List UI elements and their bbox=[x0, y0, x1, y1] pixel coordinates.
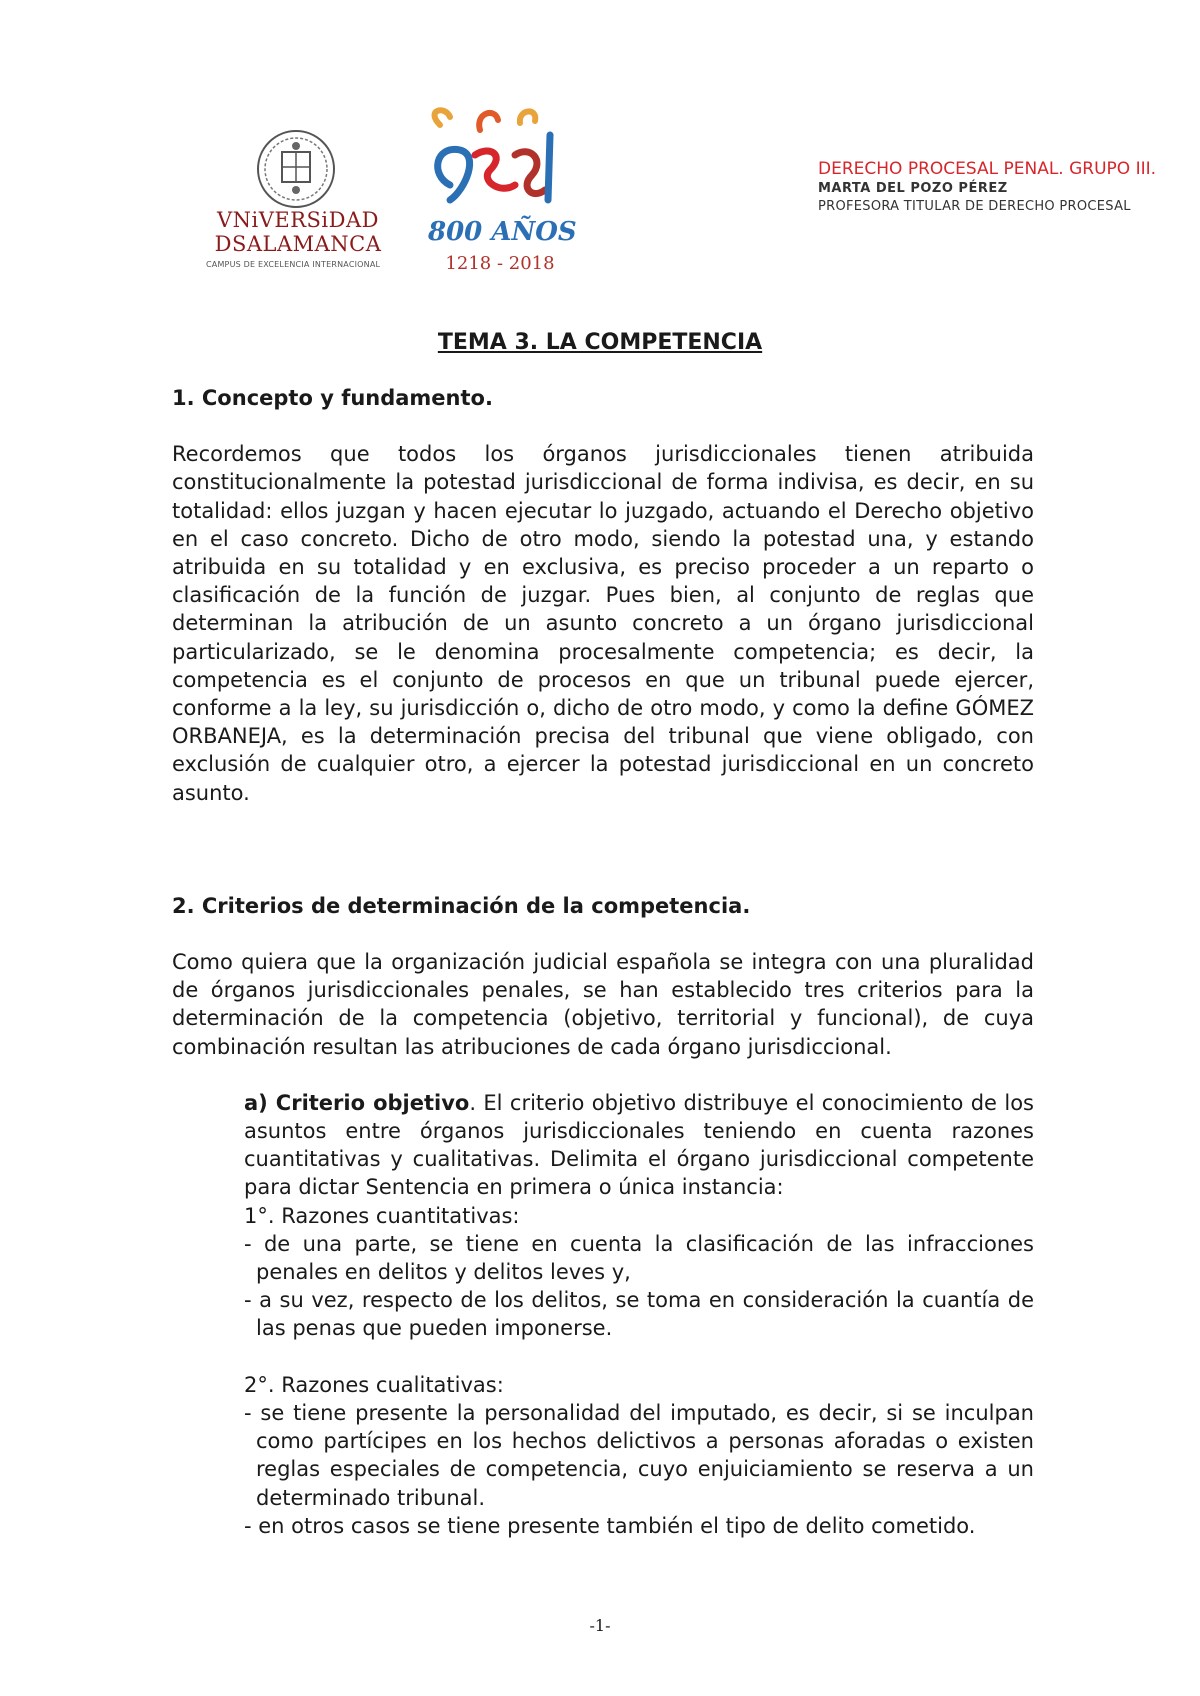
quantitative-item: - a su vez, respecto de los delitos, se toma en consideración la cuantía de las penas que pueden imponerse. bbox=[244, 1288, 1034, 1341]
anniversary-logo bbox=[420, 105, 580, 275]
course-info bbox=[818, 158, 1178, 216]
criterion-a-text: . El criterio objetivo distribuye el conocimiento de los asuntos entre órganos jurisdiccionales teniendo en cuenta razones cuantitativas y cualitativas. Delimita el órgano jurisdiccional competente para dictar Sentencia en primera o única instancia: bbox=[244, 1090, 1035, 1200]
university-logo bbox=[198, 118, 398, 278]
section-2-heading: 2. Criterios de determinación de la competencia. bbox=[172, 893, 751, 918]
page-number: -1- bbox=[589, 1616, 611, 1635]
university-name-line1: VNiVERSiDAD bbox=[216, 208, 379, 232]
campus-label: CAMPUS DE EXCELENCIA INTERNACIONAL bbox=[206, 260, 381, 269]
section-1-heading: 1. Concepto y fundamento. bbox=[172, 386, 493, 410]
anniversary-emblem-icon bbox=[420, 105, 580, 250]
document-title: TEMA 3. LA COMPETENCIA bbox=[437, 330, 763, 355]
university-seal-icon bbox=[256, 128, 336, 210]
university-name bbox=[198, 208, 398, 256]
professor-name: MARTA DEL POZO PÉREZ bbox=[818, 181, 1008, 196]
section-2-paragraph: Como quiera que la organización judicial española se integra con una pluralidad de órganos jurisdiccionales penales, se han establecido tres criterios para la determinación de la competencia (objetivo, territorial y funcional), de cuya combinación resultan las atribuciones de cada órgano jurisdiccional. bbox=[172, 950, 1034, 1059]
course-title: DERECHO PROCESAL PENAL. GRUPO III. bbox=[818, 159, 1157, 179]
page-header bbox=[0, 0, 1200, 300]
qualitative-item: - en otros casos se tiene presente también el tipo de delito cometido. bbox=[244, 1513, 976, 1538]
section-1-paragraph: Recordemos que todos los órganos jurisdiccionales tienen atribuida constitucionalmente la potestad jurisdiccional de forma indivisa, es decir, en su totalidad: ellos juzgan y hacen ejecutar lo juzgado, actuando el Derecho objetivo en el caso concreto. Dicho de otro modo, siendo la potestad una, y estando atribuida en su totalidad y en exclusiva, es preciso proceder a un reparto o clasificación de la función de juzgar. Pues bien, al conjunto de reglas que determinan la atribución de un asunto concreto a un órgano jurisdiccional particularizado, se le denomina procesalmente competencia; es decir, la competencia es el conjunto de procesos en que un tribunal puede ejercer, conforme a la ley, su jurisdicción o, dicho de otro modo, y como la define GÓMEZ ORBANEJA, es la determinación precisa del tribunal que viene obligado, con exclusión de cualquier otro, a ejercer la potestad jurisdiccional en un concreto asunto. bbox=[172, 442, 1034, 805]
svg-text:800 AÑOS: 800 AÑOS bbox=[428, 217, 577, 247]
university-name-line2: DSALAMANCA bbox=[214, 232, 382, 256]
anniversary-years: 1218 - 2018 bbox=[445, 253, 555, 274]
professor-title: PROFESORA TITULAR DE DERECHO PROCESAL bbox=[818, 199, 1131, 214]
criterion-a-paragraph bbox=[244, 1089, 1034, 1202]
quantitative-item: - de una parte, se tiene en cuenta la clasificación de las infracciones penales en delitos y delitos leves y, bbox=[244, 1231, 1034, 1285]
document-body bbox=[172, 384, 1034, 1540]
qualitative-item: - se tiene presente la personalidad del imputado, es decir, si se inculpan como partícipes en los hechos delictivos a personas aforadas o existen reglas especiales de competencia, cuyo enjuiciamiento se reserva a un determinado tribunal. bbox=[244, 1400, 1034, 1510]
criterion-a-label: a) Criterio objetivo bbox=[244, 1090, 470, 1115]
criterion-a-block bbox=[244, 1089, 1034, 1540]
quantitative-heading: 1°. Razones cuantitativas: bbox=[244, 1203, 520, 1228]
qualitative-heading: 2°. Razones cualitativas: bbox=[244, 1372, 504, 1397]
